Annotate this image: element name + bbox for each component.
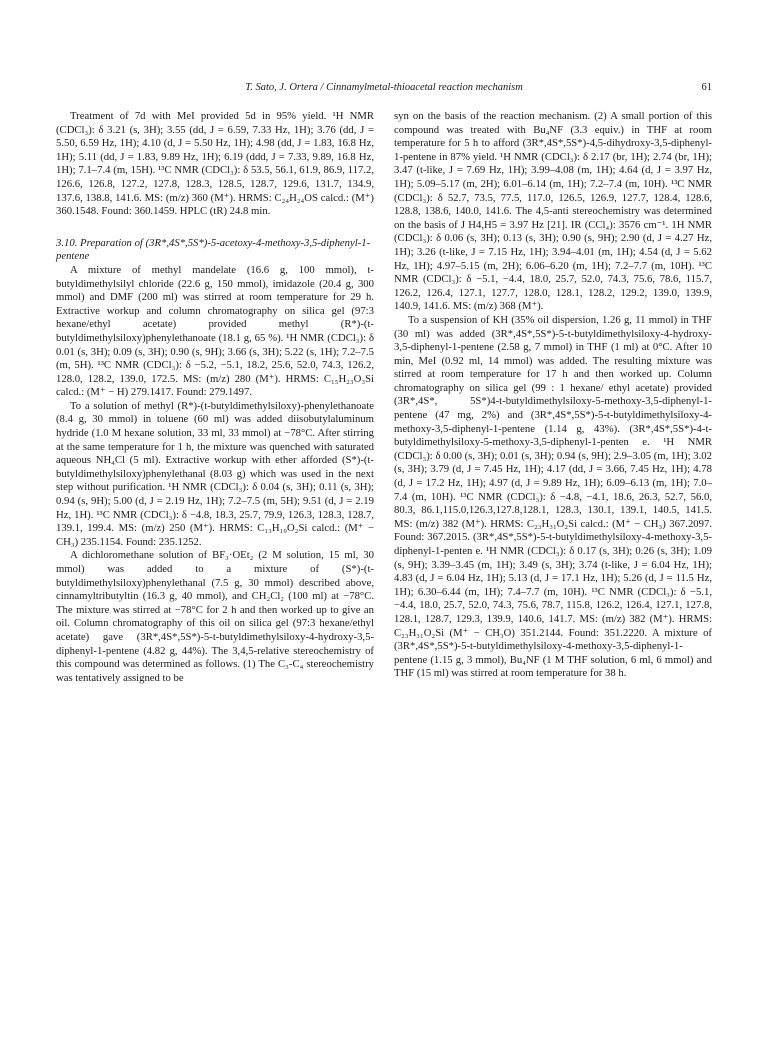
left-paragraph-4: A dichloromethane solution of BF₃·OEt₂ (2 M solution, 15 ml, 30 mmol) was added to a mixture of (S*)-(t-butyldimethylsiloxy)phenylethanal (7.5 g, 30 mmol) described above, cinnamyltributyltin (16.3 g, 40 mmol), and CH₂Cl₂ (100 ml) at −78°C. The mixture was stirred at −78°C for 2 h and then worked up to give an oil. Column chromatography of this oil on silica gel (97:3 hexane/ethyl acetate) gave (3R*,4S*,5S*)-5-t-butyldimethylsiloxy-4-hydroxy-3,5-diphenyl-1-pentene (4.82 g, 44%). The 3,4,5-relative stereochemistry of this compound was determined as follows. (1) The C₃-C₄ stereochemistry was tentatively assigned to be [56,549,374,684]
right-paragraph-1: syn on the basis of the reaction mechanism. (2) A small portion of this compound was treated with Bu₄NF (3.3 equiv.) in THF at room temperature for 5 h to afford (3R*,4S*,5S*)-4,5-dihydroxy-3,5-diphenyl-1-pentene in 87% yield. ¹H NMR (CDCl₃): δ 2.17 (br, 1H); 2.74 (br, 1H); 3.47 (t-like, J = 7.69 Hz, 1H); 3.99–4.08 (m, 1H); 4.64 (d, J = 3.97 Hz, 1H); 5.09–5.17 (m, 2H); 6.01–6.14 (m, 1H); 7.2–7.4 (m, 10H). ¹³C NMR (CDCl₃): δ 52.7, 73.5, 77.5, 117.0, 126.5, 126.9, 127.7, 128.4, 128.6, 128.8, 138.6, 140.0, 141.6. The 4,5-anti stereochemistry was determined on the basis of J H4,H5 = 3.97 Hz [21]. IR (CCl₄): 3576 cm⁻¹. 1H NMR (CDCl₃): δ 0.06 (s, 3H); 0.13 (s, 3H); 0.90 (s, 9H); 2.90 (d, J = 4.27 Hz, 1H); 3.26 (t-like, J = 7.15 Hz, 1H); 3.94–4.01 (m, 1H); 4.54 (d, J = 5.62 Hz, 1H); 4.97–5.15 (m, 2H); 6.06–6.20 (m, 1H); 7.2–7.7 (m, 10H). ¹³C NMR (CDCl₃): δ −5.1, −4.4, 18.0, 25.7, 52.0, 74.3, 75.6, 78.6, 115.7, 126.2, 126.4, 127.1, 127.7, 128.0, 128.1, 128.2, 129.2, 139.0, 139.9, 140.9, 141.6. MS: (m/z) 368 (M⁺). [394,110,712,313]
right-paragraph-2: To a suspension of KH (35% oil dispersion, 1.26 g, 11 mmol) in THF (30 ml) was added (3R*,4S*,5S*)-5-t-butyldimethylsiloxy-4-hydroxy-3,5-diphenyl-1-pentene (2.58 g, 7 mmol) in THF (1 ml) at 0°C. After 10 min, MeI (0.92 ml, 14 mmol) was added. The resulting mixture was stirred at room temperature for 17 h and then worked up. Column chromatography on silica gel (99 : 1 hexane/ ethyl acetate) provided (3R*,4S*, 5S*)4-t-butyldimethylsiloxy-5-methoxy-3,5-diphenyl-1-pentene (47 mg, 2%) and (3R*,4S*,5S*)-5-t-butyldimethylsiloxy-4-methoxy-3,5-diphenyl-1-pentene (1.14 g, 43%). (3R*,4S*,5S*)-4-t-butyldimethylsiloxy-5-methoxy-3,5-diphenyl-1-penten e. ¹H NMR (CDCl₃): δ 0.00 (s, 3H); 0.01 (s, 3H); 0.94 (s, 9H); 2.9–3.05 (m, 1H); 3.02 (s, 3H); 3.79 (d, J = 7.45 Hz, 1H); 4.17 (dd, J = 3.66, 7.45 Hz, 1H); 4.78 (d, J = 17.2 Hz, 1H); 4.97 (d, J = 9.89 Hz, 1H); 6.09–6.13 (m, 1H); 7.0–7.4 (m, 10H). ¹³C NMR (CDCl₃): δ −4.8, −4.1, 18.6, 26.3, 52.7, 56.0, 80.3, 86.1,115.0,126.3,127.8,128.1, 128.3, 130.1, 139.1, 140.5, 141.5. MS: (m/z) 382 (M⁺). HRMS: C₂₃H₃₁O₂Si calcd.: (M⁺ − CH₃) 367.2097. Found: 367.2015. (3R*,4S*,5S*)-5-t-butyldimethylsiloxy-4-methoxy-3,5-diphenyl-1-penten e. ¹H NMR (CDCl₃): δ 0.17 (s, 3H); 0.26 (s, 3H); 1.09 (s, 9H); 3.39–3.45 (m, 1H); 3.49 (s, 3H); 3.74 (t-like, J = 6.04 Hz, 1H); 4.83 (d, J = 6.04 Hz, 1H); 5.13 (d, J = 17.1 Hz, 1H); 5.26 (d, J = 11.5 Hz, 1H); 6.30–6.44 (m, 1H); 7.4–7.7 (m, 10H). ¹³C NMR (CDCl₃): δ −5.1, −4.4, 18.0, 25.7, 52.0, 74.3, 75.6, 78.7, 115.8, 126.2, 126.4, 127.1, 127.8, 128.1, 128.7, 129.3, 139.9, 140.6, 141.7. MS: (m/z) 382 (M⁺). HRMS: C₂₃H₃₁O₂Si (M⁺ − CH₃O) 351.2144. Found: 351.2220. A mixture of (3R*,4S*,5S*)-5-t-butyldimethylsiloxy-4-methoxy-3,5-diphenyl-1-pentene (1.15 g, 3 mmol), Bu₄NF (1 M THF solution, 6 ml, 6 mmol) and THF (15 ml) was stirred at room temperature for 38 h. [394,313,712,680]
section-heading-3-10: 3.10. Preparation of (3R*,4S*,5S*)-5-acetoxy-4-methoxy-3,5-diphenyl-1-pentene [56,236,371,263]
right-column [394,110,712,681]
running-title: T. Sato, J. Ortera / Cinnamylmetal-thioacetal reaction mechanism [245,82,523,93]
left-paragraph-1: Treatment of 7d with MeI provided 5d in 95% yield. ¹H NMR (CDCl₃): δ 3.21 (s, 3H); 3.55 (dd, J = 6.59, 7.33 Hz, 1H); 3.76 (dd, J = 5.50, 6.59 Hz, 1H); 4.10 (d, J = 5.50 Hz, 1H); 4.98 (dd, J = 1.83, 16.8 Hz, 1H); 5.11 (dd, J = 1.83, 9.89 Hz, 1H); 6.19 (ddd, J = 7.33, 9.89, 16.8 Hz, 1H); 7.1–7.4 (m, 15H). ¹³C NMR (CDCl₃): δ 53.5, 56.1, 61.9, 86.9, 117.2, 126.6, 126.8, 127.2, 127.8, 128.3, 128.5, 128.7, 129.6, 131.7, 134.9, 137.6, 138.8, 141.6. MS: (m/z) 360 (M⁺). HRMS: C₂₄H₂₄OS calcd.: (M⁺) 360.1548. Found: 360.1459. HPLC (tR) 24.8 min. [56,110,374,218]
running-header [56,82,712,98]
left-column [56,110,374,685]
left-paragraph-3: To a solution of methyl (R*)-(t-butyldimethylsiloxy)-phenylethanoate (8.4 g, 30 mmol) in toluene (60 ml) was added diisobutylaluminum hydride (1.0 M hexane solution, 33 ml, 33 mmol) at −78°C. After stirring at the same temperature for 1 h, the mixture was quenched with saturated aqueous NH₄Cl (5 ml). Extractive workup with ether afforded (S*)-(t-butyldimethylsiloxy)phenylethanal (8.03 g) which was used in the next step without purification. ¹H NMR (CDCl₃): δ 0.04 (s, 3H); 0.11 (s, 3H); 0.94 (s, 9H); 5.00 (d, J = 2.19 Hz, 1H); 7.2–7.5 (m, 5H); 9.51 (d, J = 2.19 Hz, 1H). ¹³C NMR (CDCl₃): δ −4.8, 18.3, 25.7, 79.9, 126.3, 128.3, 128.7, 139.1, 199.4. MS: (m/z) 250 (M⁺). HRMS: C₁₃H₁₉O₂Si calcd.: (M⁺ − CH₃) 235.1154. Found: 235.1252. [56,399,374,548]
left-paragraph-2: A mixture of methyl mandelate (16.6 g, 100 mmol), t-butyldimethylsilyl chloride (22.6 g, 150 mmol), imidazole (20.4 g, 300 mmol) and DMF (200 ml) was stirred at room temperature for 29 h. Extractive workup and column chromatography on silica gel (97:3 hexane/ethyl acetate) provided methyl (R*)-(t-butyldimethylsiloxy)phenylethanoate (18.1 g, 65 %). ¹H NMR (CDCl₃): δ 0.01 (s, 3H); 0.09 (s, 3H); 0.90 (s, 9H); 3.66 (s, 3H); 5.22 (s, 1H); 7.2–7.5 (m, 5H). ¹³C NMR (CDCl₃): δ −5.2, −5.1, 18.2, 25.6, 52.0, 74.3, 126.2, 128.0, 128.2, 139.0, 172.5. MS: (m/z) 280 (M⁺). HRMS: C₁₅H₂₃O₃Si calcd.: (M⁺ − H) 279.1417. Found: 279.1497. [56,263,374,399]
page-number: 61 [701,82,712,93]
